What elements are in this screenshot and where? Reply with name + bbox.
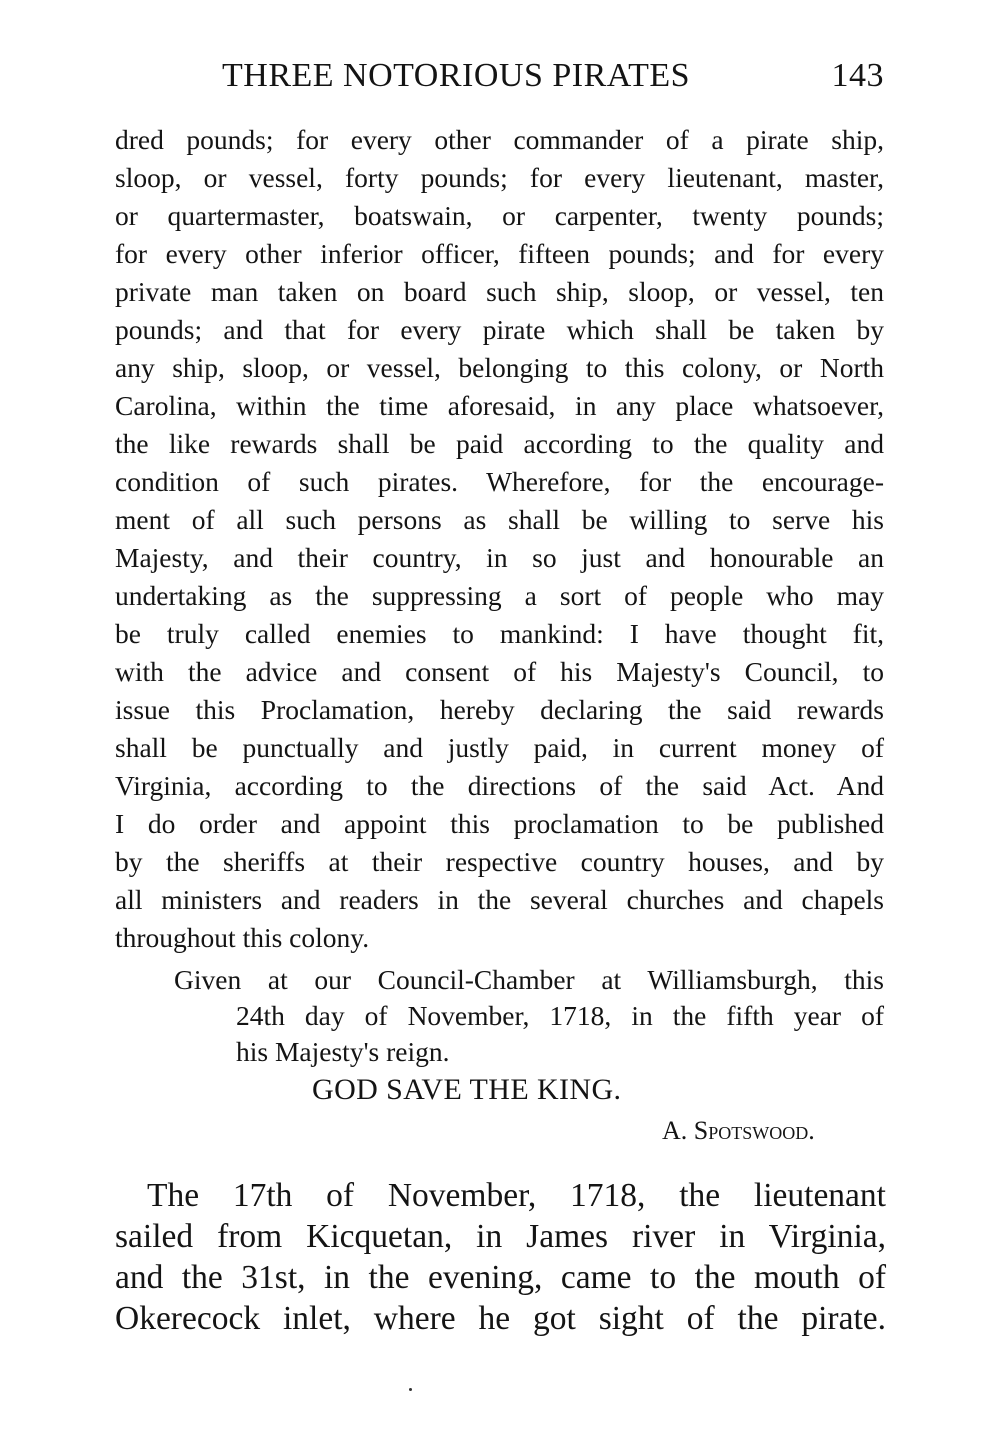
text-line: Majesty, and their country, in so just and honourable an: [115, 542, 884, 573]
text-line: throughout this colony.: [115, 922, 370, 953]
dateline-line: 24th day of November, 1718, in the fifth year of: [236, 1000, 884, 1031]
text-line: sloop, or vessel, forty pounds; for every lieutenant, master,: [115, 162, 884, 193]
text-line: ment of all such persons as shall be willing to serve his: [115, 504, 884, 535]
text-line: condition of such pirates. Wherefore, for the encourage-: [115, 466, 884, 497]
text-line: Okerecock inlet, where he got sight of the pirate.: [115, 1300, 886, 1337]
proclamation-closing: GOD SAVE THE KING.: [312, 1073, 622, 1106]
text-line: I do order and appoint this proclamation to be published: [115, 808, 884, 839]
text-line: The 17th of November, 1718, the lieutenant: [147, 1177, 886, 1214]
text-line: with the advice and consent of his Majesty's Council, to: [115, 656, 884, 687]
running-head: [222, 52, 884, 100]
text-line: Virginia, according to the directions of the said Act. And: [115, 770, 884, 801]
print-speck: [409, 1388, 412, 1391]
proclamation-text: [115, 121, 884, 957]
text-line: Carolina, within the time aforesaid, in any place whatsoever,: [115, 390, 884, 421]
text-line: the like rewards shall be paid according to the quality and: [115, 428, 884, 459]
text-line: and the 31st, in the evening, came to the mouth of: [115, 1259, 886, 1296]
text-line: for every other inferior officer, fifteen pounds; and for every: [115, 238, 884, 269]
text-line: shall be punctually and justly paid, in current money of: [115, 732, 884, 763]
text-line: dred pounds; for every other commander of a pirate ship,: [115, 124, 884, 155]
dateline-line: Given at our Council-Chamber at Williamsburgh, this: [174, 964, 884, 995]
text-line: sailed from Kicquetan, in James river in Virginia,: [115, 1218, 886, 1255]
page-number: 143: [831, 57, 884, 94]
dateline-line: his Majesty's reign.: [236, 1036, 450, 1067]
text-line: any ship, sloop, or vessel, belonging to this colony, or North: [115, 352, 884, 383]
chapter-title: THREE NOTORIOUS PIRATES: [222, 57, 691, 94]
text-line: undertaking as the suppressing a sort of people who may: [115, 580, 884, 611]
proclamation-signature: A. Spotswood.: [662, 1116, 815, 1145]
narrative-paragraph: [115, 1175, 886, 1339]
text-line: all ministers and readers in the several churches and chapels: [115, 884, 884, 915]
text-line: by the sheriffs at their respective country houses, and by: [115, 846, 884, 877]
text-line: issue this Proclamation, hereby declaring the said rewards: [115, 694, 884, 725]
proclamation-dateline: [174, 962, 884, 1070]
text-line: or quartermaster, boatswain, or carpenter, twenty pounds;: [115, 200, 884, 231]
text-line: pounds; and that for every pirate which shall be taken by: [115, 314, 884, 345]
text-line: private man taken on board such ship, sloop, or vessel, ten: [115, 276, 884, 307]
text-line: be truly called enemies to mankind: I have thought fit,: [115, 618, 884, 649]
